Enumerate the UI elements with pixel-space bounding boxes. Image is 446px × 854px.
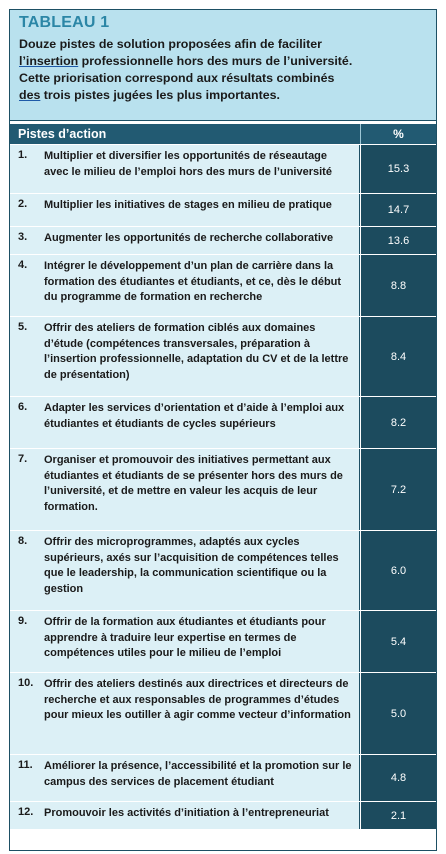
percent-value: 8.4	[361, 317, 436, 396]
percent-value: 4.8	[361, 755, 436, 801]
action-text: Organiser et promouvoir des initiatives permettant aux étudiantes et étudiants de se présenter hors des murs de l’université, et de mettre en valeur les acquis de leur formation.	[44, 454, 343, 513]
action-text: Promouvoir les activités d’initiation à l’entrepreneuriat	[44, 807, 329, 819]
table-row	[10, 226, 436, 254]
action-text: Multiplier et diversifier les opportunités de réseautage avec le milieu de l’emploi hors des murs de l’université	[44, 150, 332, 178]
action-text: Multiplier les initiatives de stages en milieu de pratique	[44, 199, 332, 211]
action-cell	[10, 673, 360, 754]
action-text: Offrir de la formation aux étudiantes et étudiants pour apprendre à traduire leur expertise en termes de compétences utiles pour le milieu de l’emploi	[44, 616, 326, 660]
percent-value: 7.2	[361, 449, 436, 530]
table-caption-box	[10, 10, 436, 121]
table-row	[10, 193, 436, 226]
percent-value: 15.3	[361, 145, 436, 193]
action-text: Augmenter les opportunités de recherche collaborative	[44, 232, 334, 244]
percent-value: 8.2	[361, 397, 436, 448]
percent-value: 2.1	[361, 802, 436, 829]
action-cell	[10, 255, 360, 316]
table-row	[10, 144, 436, 193]
row-number: 10.	[18, 677, 34, 689]
row-number: 1.	[18, 149, 28, 161]
table-header	[10, 124, 436, 144]
caption-line-2-rest: professionnelle hors des murs de l’université.	[78, 54, 353, 68]
table-row	[10, 610, 436, 672]
action-text: Améliorer la présence, l’accessibilité et la promotion sur le campus des services de placement étudiant	[44, 760, 352, 788]
caption-underlined-word: l’insertion	[19, 54, 79, 68]
percent-value: 14.7	[361, 194, 436, 226]
header-actions: Pistes d’action	[18, 127, 107, 141]
action-cell	[10, 227, 360, 254]
caption-line-3: Cette priorisation correspond aux résultats combinés	[19, 71, 335, 85]
row-number: 8.	[18, 535, 28, 547]
action-cell	[10, 317, 360, 396]
row-number: 5.	[18, 321, 28, 333]
percent-value: 13.6	[361, 227, 436, 254]
row-number: 2.	[18, 198, 28, 210]
table-caption	[19, 36, 429, 104]
percent-value: 6.0	[361, 531, 436, 610]
action-cell	[10, 755, 360, 801]
action-cell	[10, 397, 360, 448]
action-cell	[10, 194, 360, 226]
caption-line-4-rest: trois pistes jugées les plus importantes.	[40, 88, 280, 102]
percent-value: 5.4	[361, 611, 436, 672]
caption-line-4	[19, 87, 429, 104]
table-row	[10, 530, 436, 610]
action-text: Offrir des microprogrammes, adaptés aux cycles supérieurs, axés sur l’acquisition de compétences telles que le leadership, la communication scientifique ou la gestion	[44, 536, 339, 595]
action-text: Offrir des ateliers de formation ciblés aux domaines d’étude (compétences transversales, préparation à l’insertion professionnelle, adaptation du CV et de la lettre de présentation)	[44, 322, 349, 381]
percent-value: 8.8	[361, 255, 436, 316]
table-row	[10, 448, 436, 530]
table-row	[10, 396, 436, 448]
caption-line-2	[19, 53, 429, 70]
table-title: TABLEAU 1	[19, 14, 110, 31]
row-number: 7.	[18, 453, 28, 465]
table-row	[10, 254, 436, 316]
row-number: 9.	[18, 615, 28, 627]
row-number: 11.	[18, 759, 33, 771]
row-number: 3.	[18, 231, 28, 243]
table-row	[10, 316, 436, 396]
caption-underlined-word: des	[19, 88, 41, 102]
table-row	[10, 801, 436, 829]
header-percent: %	[393, 127, 404, 141]
action-text: Intégrer le développement d’un plan de carrière dans la formation des étudiantes et étudiants, et ce, dès le début du programme de formation en recherche	[44, 260, 342, 304]
action-cell	[10, 449, 360, 530]
action-cell	[10, 531, 360, 610]
row-number: 12.	[18, 806, 34, 818]
percent-value: 5.0	[361, 673, 436, 754]
table-row	[10, 754, 436, 801]
action-text: Offrir des ateliers destinés aux directrices et directeurs de recherche et aux responsables de programmes d’études pour mieux les outiller à agir comme vecteur d’information	[44, 678, 351, 722]
action-cell	[10, 611, 360, 672]
row-number: 6.	[18, 401, 28, 413]
action-text: Adapter les services d’orientation et d’aide à l’emploi aux étudiantes et étudiants de cycles supérieurs	[44, 402, 345, 430]
row-number: 4.	[18, 259, 28, 271]
caption-line-1: Douze pistes de solution proposées afin de faciliter	[19, 37, 322, 51]
table-body	[10, 144, 436, 829]
action-cell	[10, 802, 360, 829]
table-frame	[9, 9, 437, 851]
action-cell	[10, 145, 360, 193]
table-row	[10, 672, 436, 754]
